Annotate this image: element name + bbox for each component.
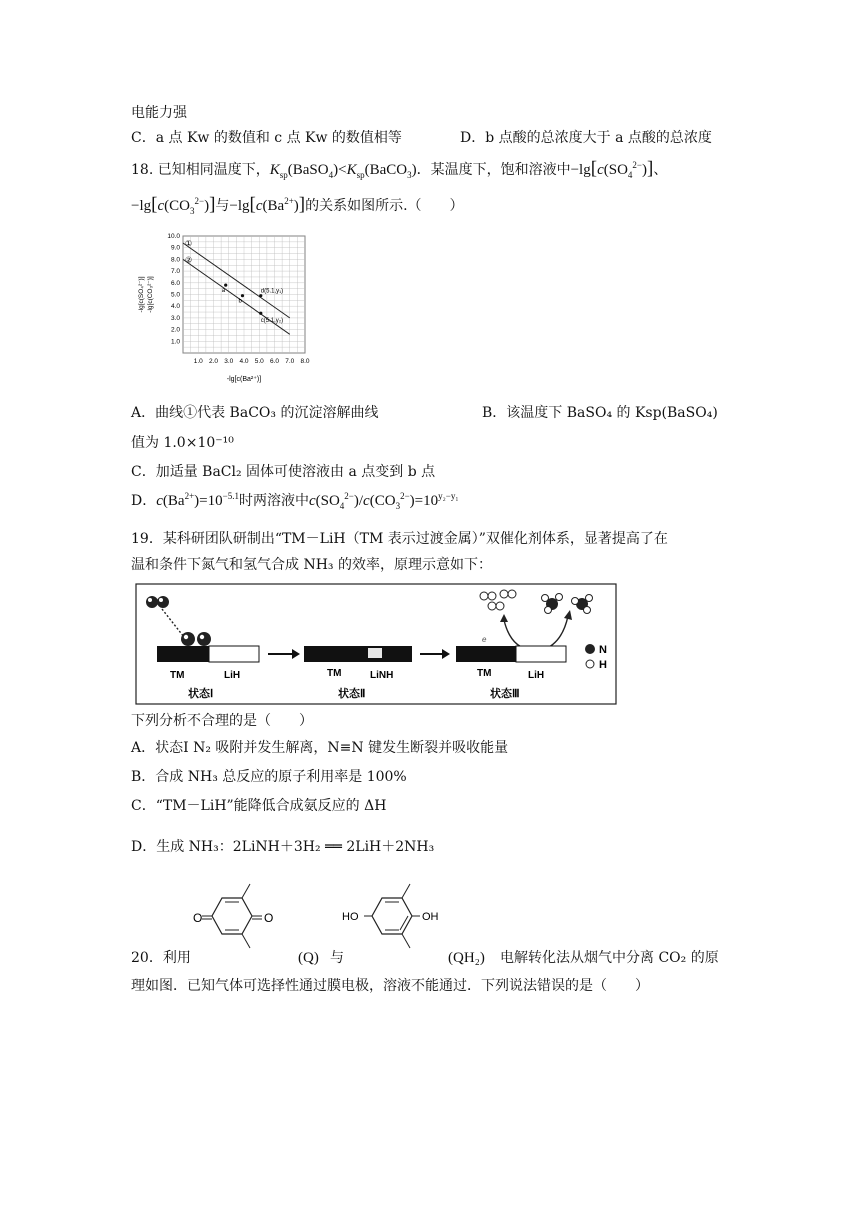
tm-block-1 xyxy=(157,646,209,662)
state2-label: 状态Ⅱ xyxy=(338,688,366,700)
q18-option-c: C．加适量 BaCl₂ 固体可使溶液由 a 点变到 b 点 xyxy=(131,464,436,480)
lih-block-3 xyxy=(516,646,566,662)
q19-question: 下列分析不合理的是（ ） xyxy=(131,713,313,729)
lih-block-1 xyxy=(209,646,259,662)
lih-label-1: LiH xyxy=(224,670,241,681)
q18-stem-line2: $-\lg[c(CO_3^{2-})]$与$-\lg[c(Ba^{2+})]$的关系如图所示.（ ） xyxy=(131,194,464,216)
q19-option-a: A．状态Ⅰ N₂ 吸附并发生解离，N≡N 键发生断裂并吸收能量 xyxy=(131,740,509,756)
point-label-a: a xyxy=(221,288,226,295)
y-tick-label: 3.0 xyxy=(170,314,180,322)
point-label-c: c(5.1,y₂) xyxy=(260,318,284,325)
point-label-b: b xyxy=(238,298,242,305)
y-tick-label: 10.0 xyxy=(167,233,180,240)
q20-stem-suffix: 电解转化法从烟气中分离 CO₂ 的原 xyxy=(500,950,719,966)
legend-h: H xyxy=(599,659,607,671)
y-axis-label: -lg[c(CO₃²⁻)] xyxy=(147,276,154,313)
tm-label-3: TM xyxy=(477,668,492,679)
y-axis-label: -lg[c(SO₄²⁻)] xyxy=(138,276,145,313)
y-tick-label: 5.0 xyxy=(170,291,180,299)
state3-label: 状态Ⅲ xyxy=(490,688,520,700)
y-tick-label: 1.0 xyxy=(170,338,180,346)
hydroquinone-structure xyxy=(340,880,450,960)
q18-option-a: A．曲线①代表 BaCO₃ 的沉淀溶解曲线 xyxy=(131,405,379,421)
q19-diagram xyxy=(132,582,620,708)
n2-molecule xyxy=(146,596,169,608)
x-tick-label: 6.0 xyxy=(269,358,280,365)
svg-text:e: e xyxy=(482,635,487,644)
q17-option-c: C．a 点 Kw 的数值和 c 点 Kw 的数值相等 xyxy=(131,130,402,146)
q17-tail: 电能力强 xyxy=(131,105,187,121)
q18-stem-line1: 18. 已知相同温度下，$K_{sp}(BaSO_4)<K_{sp}(BaCO_3)$．某温度下，饱和溶液中$-\lg[c(SO_4^{2-})]$、 xyxy=(131,158,668,180)
q17-option-d: D．b 点酸的总浓度大于 a 点酸的总浓度 xyxy=(460,130,712,146)
qh2-label: (QH₂) xyxy=(448,950,485,966)
q19-option-d: D．生成 NH₃：2LiNH＋3H₂ ══ 2LiH＋2NH₃ xyxy=(131,839,435,855)
x-tick-label: 4.0 xyxy=(239,358,249,365)
qh2-ho-label: HO xyxy=(342,911,359,923)
x-tick-label: 2.0 xyxy=(208,358,219,365)
x-tick-label: 1.0 xyxy=(193,358,203,365)
series-label-1: ① xyxy=(185,239,193,249)
legend-n: N xyxy=(599,644,607,656)
q19-stem-line1: 19．某科研团队研制出“TM－LiH（TM 表示过渡金属）”双催化剂体系，显著提高了在 xyxy=(131,531,668,547)
point-label-d: d(5.1,y₁) xyxy=(260,288,284,295)
point-a xyxy=(224,284,227,287)
q20-stem-line1: 20．利用 xyxy=(131,950,191,966)
q-o-left: O xyxy=(193,911,203,925)
qh2-oh-label: OH xyxy=(422,911,439,923)
quinone-structure xyxy=(190,880,280,960)
tm-label-2: TM xyxy=(327,668,342,679)
point-b xyxy=(241,294,244,297)
x-tick-label: 7.0 xyxy=(285,358,295,365)
x-tick-label: 3.0 xyxy=(224,358,234,365)
x-tick-label: 8.0 xyxy=(300,358,310,365)
q-o-right: O xyxy=(264,911,274,925)
nh3-molecules xyxy=(542,594,593,614)
q19-option-c: C．“TM－LiH”能降低合成氨反应的 ΔH xyxy=(131,798,387,814)
x-axis-label: -lg[c(Ba²⁺)] xyxy=(226,376,262,383)
y-tick-label: 2.0 xyxy=(170,326,180,334)
q20-stem-line2: 理如图．已知气体可选择性通过膜电极，溶液不能通过．下列说法错误的是（ ） xyxy=(131,978,649,994)
h2-molecules xyxy=(480,590,516,610)
y-tick-label: 6.0 xyxy=(170,279,180,287)
y-tick-label: 7.0 xyxy=(170,268,180,276)
h-atom-legend-icon xyxy=(586,660,594,668)
q20-with: 与 xyxy=(330,950,344,966)
y-tick-label: 8.0 xyxy=(170,256,180,264)
state1-label: 状态Ⅰ xyxy=(188,688,214,700)
tm-block-2 xyxy=(304,646,364,662)
q19-stem-line2: 温和条件下氮气和氢气合成 NH₃ 的效率，原理示意如下： xyxy=(131,557,492,573)
x-tick-label: 5.0 xyxy=(254,358,264,365)
n-atom-legend-icon xyxy=(585,644,595,654)
tm-label-1: TM xyxy=(170,670,185,681)
lih-label-3: LiH xyxy=(528,670,545,681)
q19-option-b: B．合成 NH₃ 总反应的原子利用率是 100% xyxy=(131,769,407,785)
q18-option-b-cont: 值为 1.0×10⁻¹⁰ xyxy=(131,435,234,451)
q18-option-d: D．$c(Ba^{2+})=10^{-5.1}$时两溶液中$c(SO_4^{2-})/c(CO_3^{2-})=10^{y_2-y_1}$ xyxy=(131,491,459,511)
linh-label-2: LiNH xyxy=(370,670,394,681)
point-c xyxy=(259,312,262,315)
tm-block-3 xyxy=(456,646,516,662)
q18-chart xyxy=(135,228,335,388)
series-label-2: ② xyxy=(185,255,193,265)
q-label: (Q) xyxy=(298,950,319,966)
q18-option-b: B．该温度下 BaSO₄ 的 Ksp(BaSO₄) xyxy=(482,405,718,421)
y-tick-label: 9.0 xyxy=(170,244,180,252)
y-tick-label: 4.0 xyxy=(170,303,180,311)
